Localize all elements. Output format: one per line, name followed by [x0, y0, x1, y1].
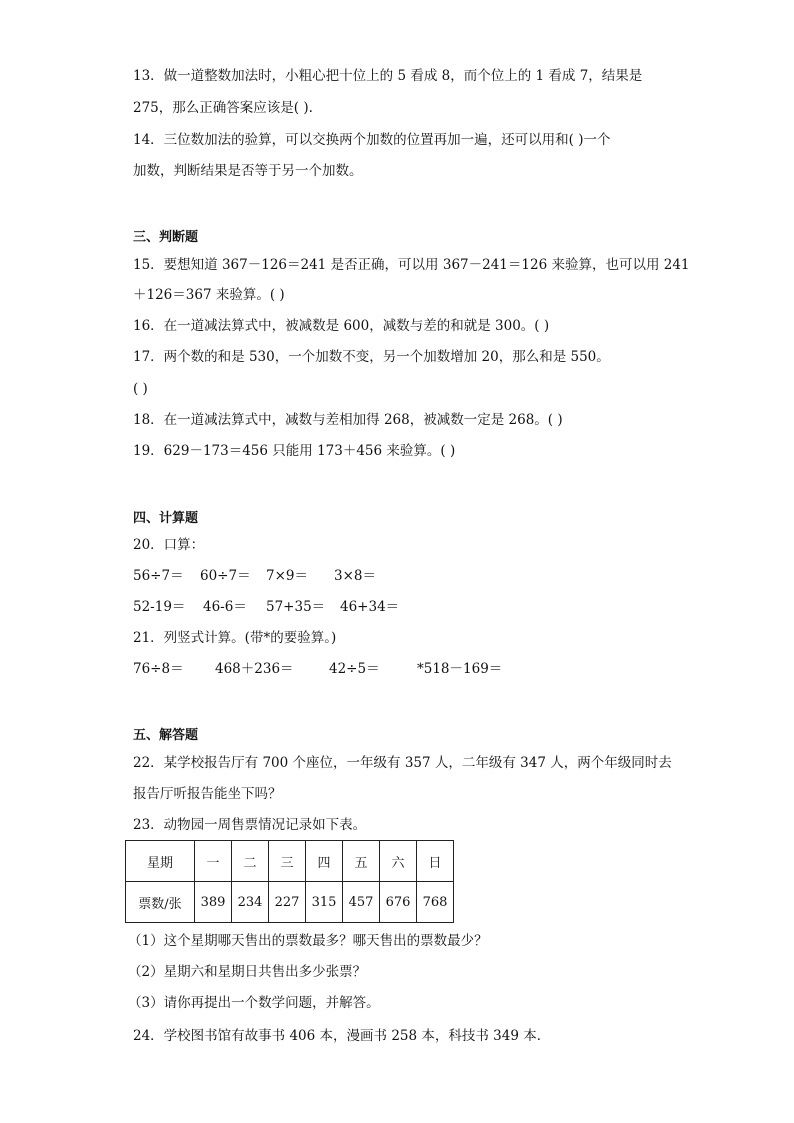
q13-line1: 13．做一道整数加法时，小粗心把十位上的 5 看成 8，而个位上的 1 看成 7，结果是 [133, 68, 643, 84]
section3-title: 三、判断题 [133, 230, 199, 245]
table-day-cell: 四 [306, 841, 343, 882]
q14-line1: 14．三位数加法的验算，可以交换两个加数的位置再加一遍，还可以用和( )一个 [133, 132, 611, 148]
table-day-cell: 一 [195, 841, 232, 882]
table-value-cell: 768 [417, 882, 454, 923]
q20-row2-item: 46-6＝ [203, 599, 247, 615]
q15-line2: ＋126＝367 来验算。( ) [133, 287, 285, 303]
q15-line1: 15．要想知道 367－126＝241 是否正确，可以用 367－241＝126 来验算，也可以用 241 [133, 257, 690, 273]
q16-line1: 16．在一道减法算式中，被减数是 600，减数与差的和就是 300。( ) [133, 318, 550, 334]
q20-row2-item: 57+35＝ [266, 599, 326, 615]
q19-line1: 19．629－173＝456 只能用 173＋456 来验算。( ) [133, 443, 456, 459]
table-value-cell: 457 [343, 882, 380, 923]
q21-item: 42÷5＝ [329, 661, 380, 677]
ticket-sales-table [125, 840, 454, 923]
table-value-cell: 315 [306, 882, 343, 923]
q17-line1: 17．两个数的和是 530，一个加数不变，另一个加数增加 20，那么和是 550。 [133, 349, 610, 365]
q22-line2: 报告厅听报告能坐下吗？ [133, 786, 282, 802]
q23-title: 23．动物园一周售票情况记录如下表。 [133, 817, 367, 833]
section5-title: 五、解答题 [133, 728, 199, 743]
q21-title: 21．列竖式计算。(带*的要验算。) [133, 630, 337, 646]
q14-line2: 加数，判断结果是否等于另一个加数。 [133, 163, 363, 179]
q17-line2: ( ) [133, 381, 148, 397]
q20-row1-item: 7×9＝ [266, 568, 308, 584]
q21-item: 468＋236＝ [215, 661, 294, 677]
table-day-cell: 二 [232, 841, 269, 882]
table-day-cell: 日 [417, 841, 454, 882]
q21-item: *518－169＝ [417, 661, 503, 677]
table-row [126, 841, 454, 882]
table-row [126, 882, 454, 923]
q18-line1: 18．在一道减法算式中，减数与差相加得 268，被减数一定是 268。( ) [133, 412, 563, 428]
q20-title: 20．口算： [133, 537, 205, 553]
q20-row1-item: 3×8＝ [334, 568, 376, 584]
q13-line2: 275，那么正确答案应该是( ). [133, 100, 313, 116]
q22-line1: 22．某学校报告厅有 700 个座位，一年级有 357 人，二年级有 347 人，两个年级同时去 [133, 755, 672, 771]
q21-item: 76÷8＝ [133, 661, 184, 677]
q23-sub2: （2）星期六和星期日共售出多少张票？ [128, 964, 367, 980]
section4-title: 四、计算题 [133, 511, 199, 526]
q20-row2-item: 52-19＝ [133, 599, 186, 615]
table-row-label: 票数/张 [126, 882, 195, 923]
table-value-cell: 227 [269, 882, 306, 923]
table-value-cell: 234 [232, 882, 269, 923]
q20-row1-item: 56÷7＝ [133, 568, 184, 584]
table-day-cell: 六 [380, 841, 417, 882]
q24-line1: 24．学校图书馆有故事书 406 本，漫画书 258 本，科技书 349 本． [133, 1028, 551, 1044]
table-day-cell: 五 [343, 841, 380, 882]
q20-row1-item: 60÷7＝ [200, 568, 251, 584]
q23-sub1: （1）这个星期哪天售出的票数最多？哪天售出的票数最少？ [128, 933, 488, 949]
q20-row2-item: 46+34＝ [340, 599, 400, 615]
q23-sub3: （3）请你再提出一个数学问题，并解答。 [128, 995, 380, 1011]
table-value-cell: 389 [195, 882, 232, 923]
table-value-cell: 676 [380, 882, 417, 923]
table-header-label: 星期 [126, 841, 195, 882]
table-day-cell: 三 [269, 841, 306, 882]
